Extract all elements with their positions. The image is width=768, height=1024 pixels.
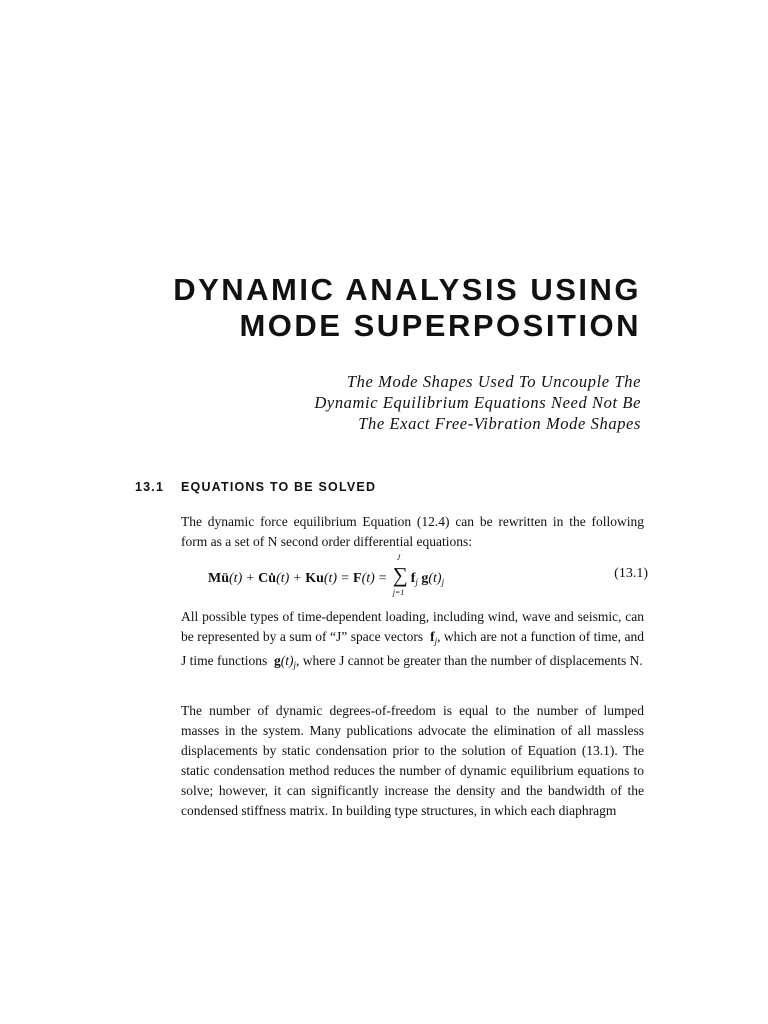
paragraph-2-part-1: All possible types of time-dependent loading, including wind, wave and seismic, can be represented by a sum of “J” space vectors	[181, 609, 644, 644]
sum-upper-limit: J	[396, 553, 401, 562]
eq-plus-2: +	[293, 571, 302, 586]
paragraph-1: The dynamic force equilibrium Equation (12.4) can be rewritten in the following form as a set of N second order differential equations:	[181, 514, 644, 549]
eq-velocity: u̇	[268, 571, 277, 586]
paragraph-2-part-3: , where J cannot be greater than the number of displacements N.	[296, 653, 643, 668]
paragraph-3: The number of dynamic degrees-of-freedom is equal to the number of lumped masses in the system. Many publications advocate the elimination of all massless displacements by static condensation prior to the solution of Equation (13.1). The static condensation method reduces the number of dynamic equilibrium equations to solve; however, it can significantly increase the density and the bandwidth of the condensed stiffness matrix. In building type structures, in which each diaphragm	[181, 703, 644, 818]
eq-time-3: (t)	[323, 571, 338, 586]
eq-subscript-j-2: j	[441, 577, 445, 587]
eq-time-5: (t)	[428, 571, 442, 586]
eq-stiffness-matrix: K	[305, 571, 317, 586]
section-title: EQUATIONS TO BE SOLVED	[181, 480, 377, 494]
eq-space-vector: f	[410, 571, 416, 586]
epigraph-line-3: The Exact Free-Vibration Mode Shapes	[358, 414, 641, 433]
eq-displacement: u	[316, 571, 324, 586]
section-heading	[135, 480, 376, 494]
eq-force-vector: F	[353, 571, 362, 586]
epigraph-line-1: The Mode Shapes Used To Uncouple The	[346, 372, 641, 391]
eq-equals-2: =	[378, 571, 387, 586]
eq-time-function: g	[421, 571, 429, 586]
eq-time-2: (t)	[276, 571, 290, 586]
eq-time-4: (t)	[361, 571, 375, 586]
summation-symbol: J ∑ j=1	[392, 553, 408, 597]
inline-time-function: g	[274, 653, 281, 668]
section-number: 13.1	[135, 480, 165, 494]
eq-time-1: (t)	[229, 571, 243, 586]
chapter-title-line-2: MODE SUPERPOSITION	[239, 308, 641, 343]
eq-plus-1: +	[246, 571, 255, 586]
inline-time: (t)	[280, 653, 294, 668]
equation-13-1	[208, 554, 648, 598]
eq-acceleration: ü	[221, 571, 230, 586]
chapter-title-line-1: DYNAMIC ANALYSIS USING	[173, 272, 641, 307]
eq-subscript-j-1: j	[415, 577, 418, 587]
inline-subscript-j-1: j	[434, 636, 438, 646]
inline-subscript-j-2: j	[293, 660, 297, 670]
equation-body	[208, 553, 445, 597]
sum-lower-limit: j=1	[392, 588, 405, 597]
equation-number: (13.1)	[614, 566, 648, 581]
eq-damping-matrix: C	[258, 571, 269, 586]
inline-space-vector: f	[430, 629, 435, 644]
eq-equals-1: =	[341, 571, 349, 586]
epigraph-line-2: Dynamic Equilibrium Equations Need Not Be	[314, 393, 641, 412]
eq-mass-matrix: M	[208, 571, 222, 586]
paragraph-2	[181, 607, 644, 675]
paragraph-2-part-2: , which are not a function of time, and J time functions	[181, 629, 645, 668]
